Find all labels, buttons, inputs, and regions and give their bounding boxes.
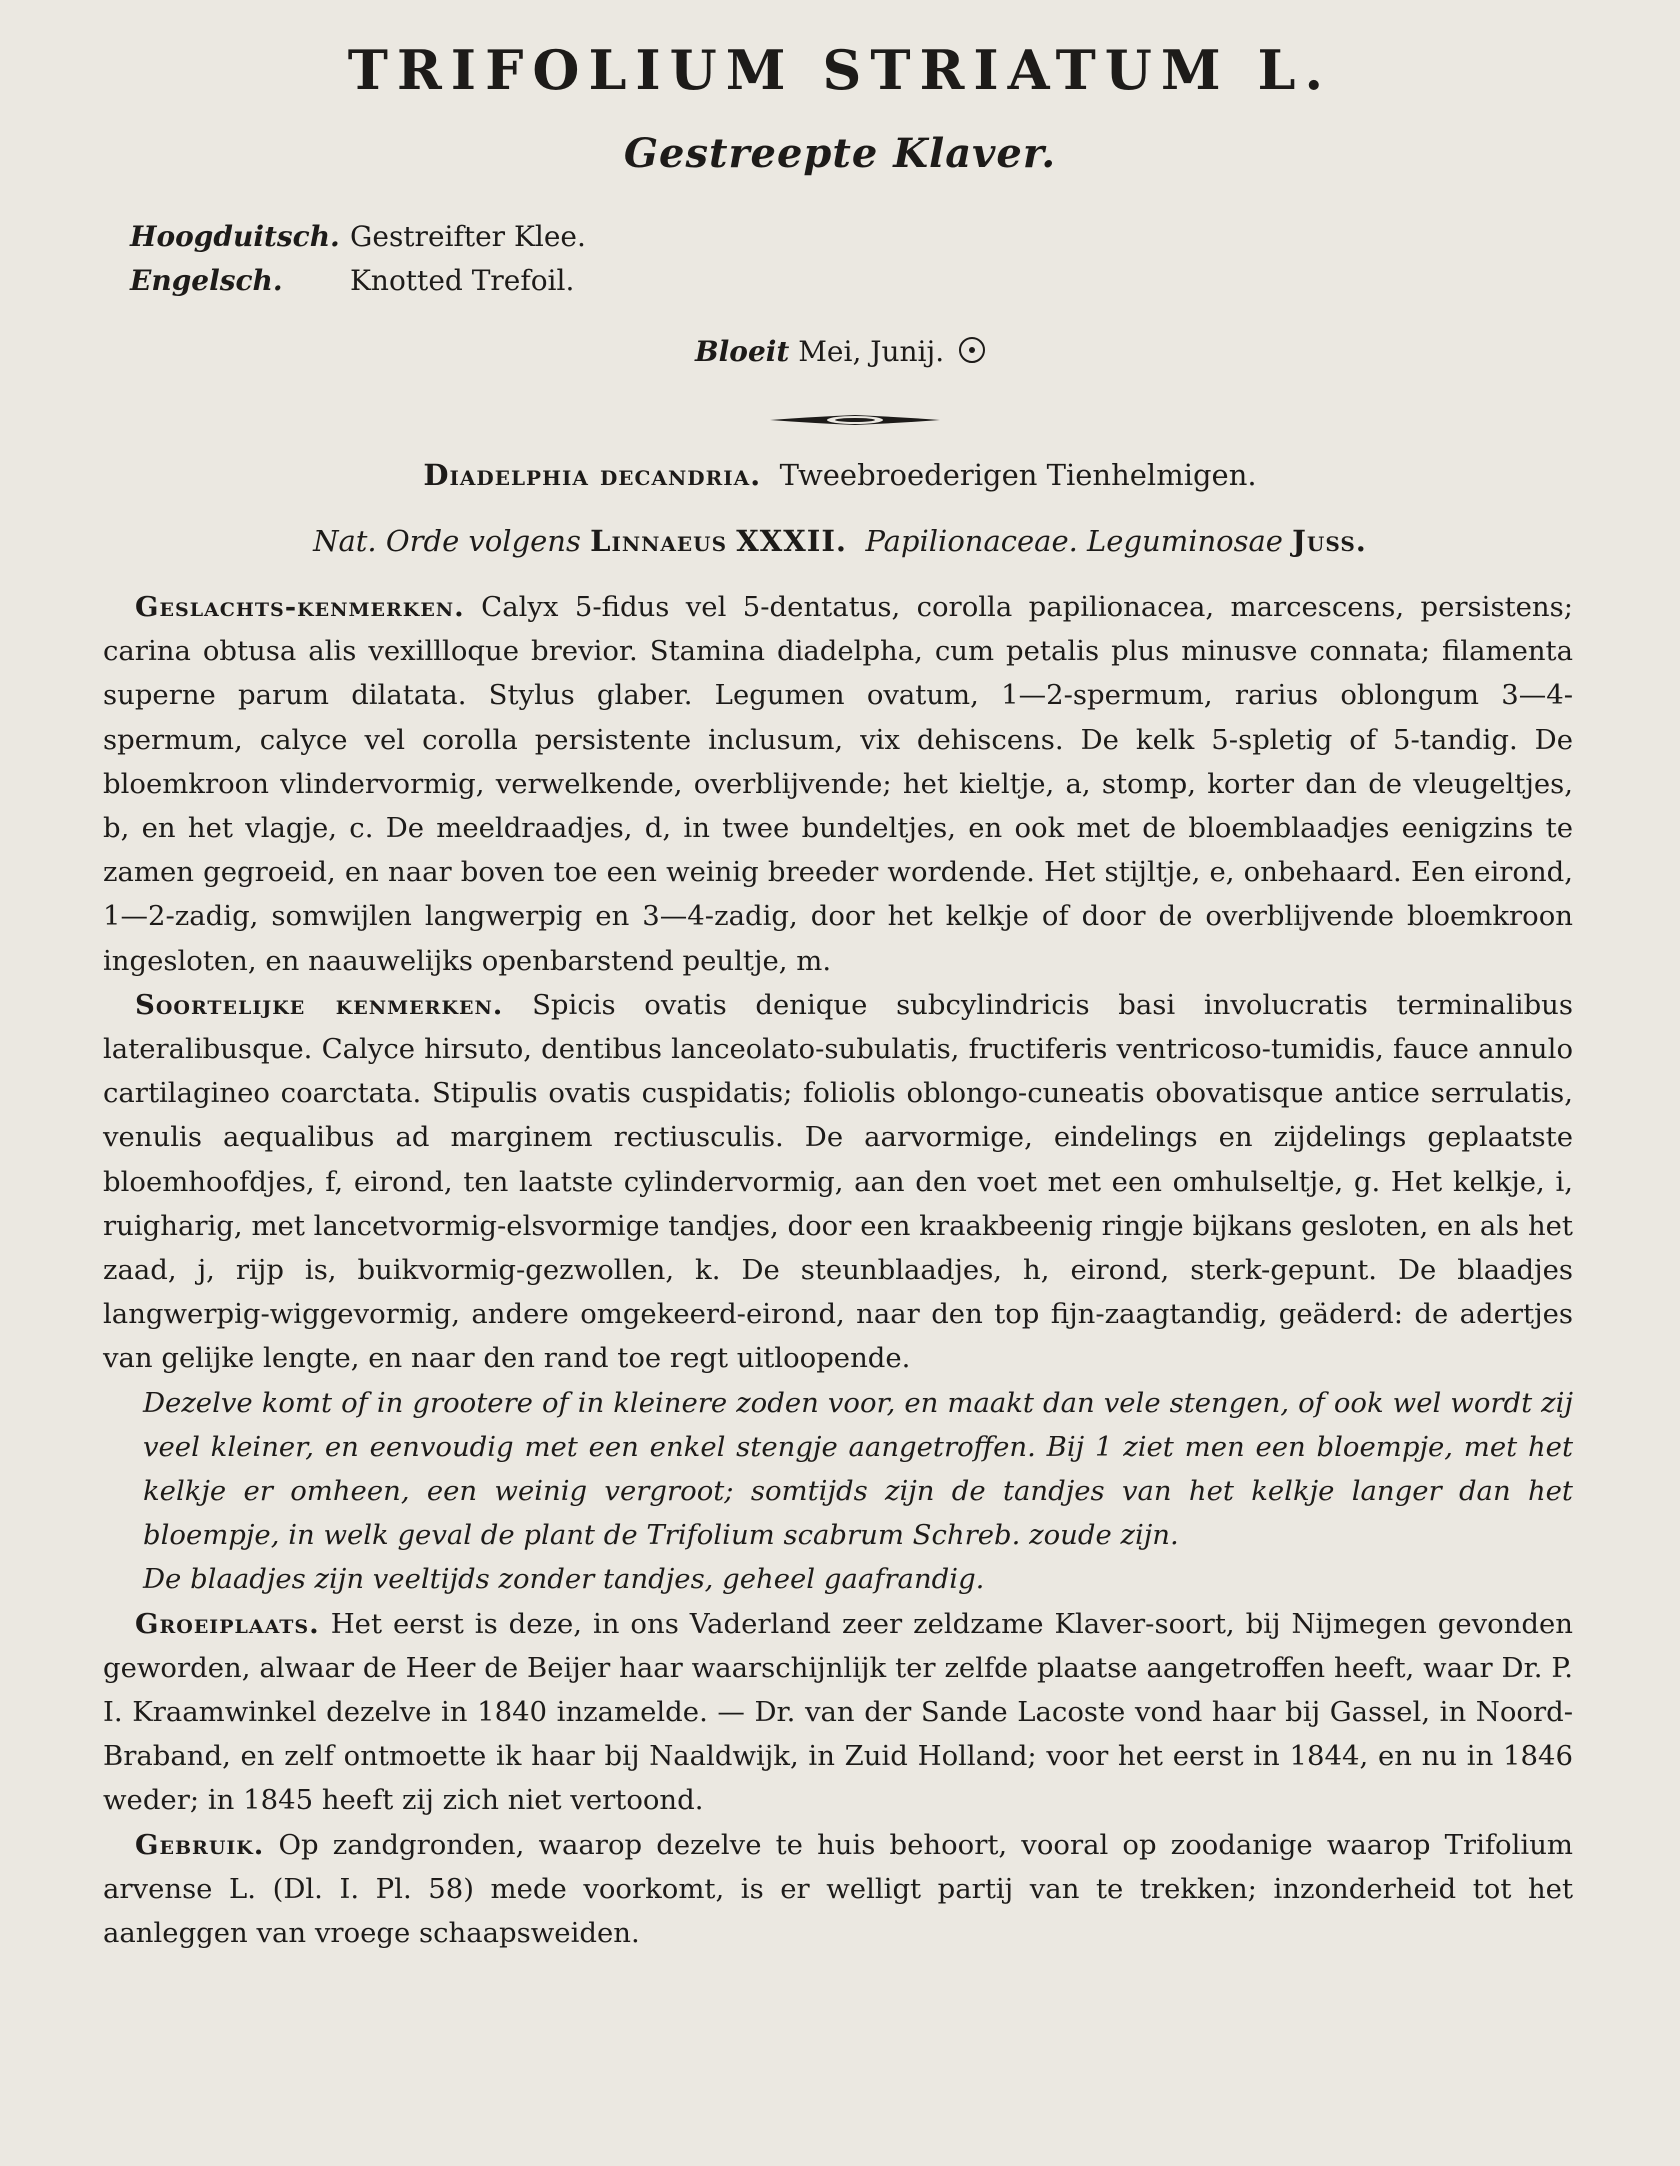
language-label: Hoogduitsch. (130, 220, 340, 253)
section-text: Spicis ovatis denique subcylindricis basi involucratis terminalibus lateralibusque. Calyce hirsuto, dentibus lanceolato-subulatis, fructiferis ventricoso-tumidis, fauce annulo cartilagineo coarctata. Stipulis ovatis cuspidatis; foliolis oblongo-cuneatis obovatisque antice serrulatis, venulis aequalibus ad marginem rectiusculis. De aarvormige, eindelings en zijdelings geplaatste bloemhoofdjes, f, eirond, ten laatste cylindervormig, aan den voet met een omhulseltje, g. Het kelkje, i, ruigharig, met lancetvormig-elsvormige tandjes, door een kraakbeenig ringje bijkans gesloten, en als het zaad, j, rijp is, buikvormig-gezwollen, k. De steunblaadjes, h, eirond, sterk-gepunt. De blaadjes langwerpig-wiggevormig, andere omgekeerd-eirond, naar den top fijn-zaagtandig, geäderd: de adertjes van gelijke lengte, en naar den rand toe regt uitloopende. (103, 988, 1573, 1375)
description-body (103, 585, 1573, 1955)
language-label: Engelsch. (130, 264, 283, 297)
vernacular-name: Knotted Trefoil. (350, 264, 575, 297)
species-characters (103, 983, 1573, 1381)
vernacular-names (130, 215, 586, 303)
use-section (103, 1823, 1573, 1956)
vernacular-row (130, 259, 586, 303)
bloom-months: Mei, Junij. (798, 335, 945, 368)
natural-order-prefix: Nat. Orde volgens (313, 524, 581, 558)
observation-note: Dezelve komt of in grootere of in kleinere zoden voor, en maakt dan vele stengen, of ook wel wordt zij veel kleiner, en eenvoudig met een enkel stengje aangetroffen. Bij 1 ziet men een bloempje, met het kelkje er omheen, een weinig vergroot; somtijds zijn de tandjes van het kelkje langer dan het bloempje, in welk geval de plant de Trifolium scabrum Schreb. zoude zijn. (143, 1386, 1573, 1552)
section-text: Calyx 5-fidus vel 5-dentatus, corolla papilionacea, marcescens, persistens; carina obtusa alis vexillloque brevior. Stamina diadelpha, cum petalis plus minusve connata; filamenta superne parum dilatata. Stylus glaber. Legumen ovatum, 1—2-spermum, rarius oblongum 3—4-spermum, calyce vel corolla persistente inclusum, vix dehiscens. De kelk 5-spletig of 5-tandig. De bloemkroon vlindervormig, verwelkende, overblijvende; het kieltje, a, stomp, korter dan de vleugeltjes, b, en het vlagje, c. De meeldraadjes, d, in twee bundeltjes, en ook met de bloemblaadjes eenigzins te zamen gegroeid, en naar boven toe een weinig breeder wordende. Het stijltje, e, onbehaard. Een eirond, 1—2-zadig, somwijlen langwerpig en 3—4-zadig, door het kelkje of door de overblijvende bloemkroon ingesloten, en naauwelijks openbarstend peultje, m. (103, 591, 1573, 977)
section-heading: Soortelijke kenmerken. (135, 988, 504, 1021)
section-heading: Geslachts-kenmerken. (135, 591, 465, 623)
section-text: Het eerst is deze, in ons Vaderland zeer zeldzame Klaver-soort, bij Nijmegen gevonden geworden, alwaar de Heer de Beijer haar waarschijnlijk ter zelfde plaatse aangetroffen heeft, waar Dr. P. I. Kraamwinkel dezelve in 1840 inzamelde. — Dr. van der Sande Lacoste vond haar bij Gassel, in Noord-Braband, en zelf ontmoette ik haar bij Naaldwijk, in Zuid Holland; voor het eerst in 1844, en nu in 1846 weder; in 1845 heeft zij zich niet vertoond. (103, 1607, 1574, 1817)
flowering-line (0, 335, 1680, 368)
class-dutch: Tweebroederigen Tienhelmigen. (779, 458, 1257, 492)
page-title: TRIFOLIUM STRIATUM L. (347, 38, 1333, 102)
author-name: Linnaeus (590, 524, 728, 558)
section-heading: Gebruik. (135, 1828, 265, 1861)
linnaean-class: Diadelphia decandria. (423, 458, 762, 492)
vernacular-name: Gestreifter Klee. (350, 220, 586, 253)
observation-note: De blaadjes zijn veeltijds zonder tandjes, geheel gaafrandig. (143, 1563, 985, 1596)
ornamental-rule (770, 413, 940, 427)
bloom-label: Bloeit (694, 335, 790, 368)
vernacular-row (130, 215, 586, 259)
family-names: Papilionaceae. Leguminosae (865, 524, 1283, 558)
annual-symbol-icon (959, 337, 985, 363)
genus-characters (103, 585, 1573, 983)
order-number: XXXII. (736, 524, 847, 558)
author-name: Juss. (1292, 524, 1367, 558)
page-subtitle: Gestreepte Klaver. (623, 130, 1057, 177)
classification-line (0, 458, 1680, 492)
habitat-section (103, 1602, 1573, 1823)
section-text: Op zandgronden, waarop dezelve te huis behoort, vooral op zoodanige waarop Trifolium arvense L. (Dl. I. Pl. 58) mede voorkomt, is er welligt partij van te trekken; inzonderheid tot het aanleggen van vroege schaapsweiden. (103, 1828, 1573, 1950)
natural-order-line (0, 524, 1680, 558)
section-heading: Groeiplaats. (135, 1607, 320, 1640)
